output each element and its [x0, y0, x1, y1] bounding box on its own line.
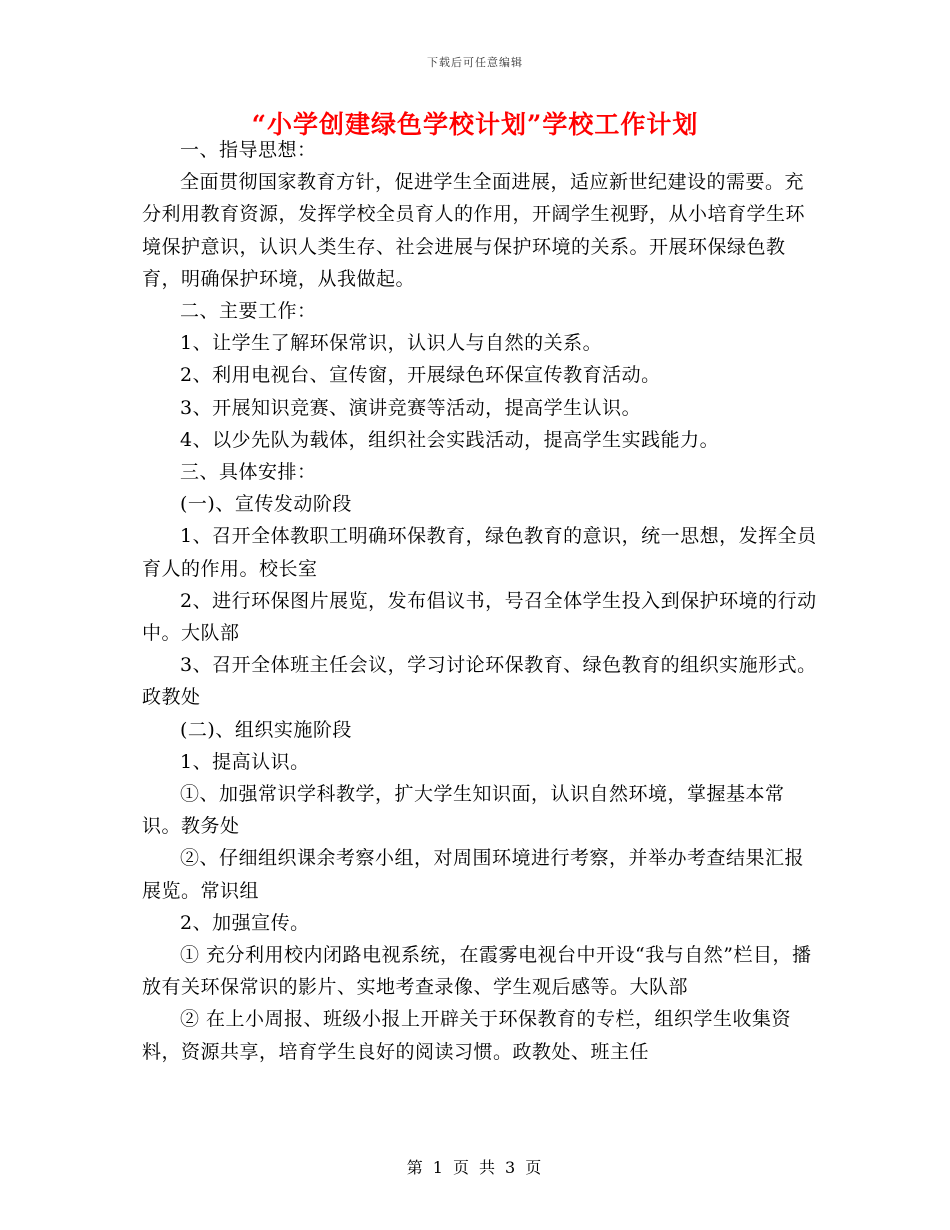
footer-total-word: 共 [479, 1158, 498, 1177]
page-footer [0, 1155, 950, 1178]
footer-total-pages: 3 [505, 1158, 518, 1177]
paragraph: 2、利用电视台、宣传窗，开展绿色环保宣传教育活动。 [180, 364, 661, 387]
paragraph: 三、具体安排： [180, 461, 317, 484]
paragraph: 2、进行环保图片展览，发布倡议书，号召全体学生投入到保护环境的行动中。大队部 [142, 589, 817, 645]
paragraph: 二、主要工作： [180, 300, 317, 323]
paragraph: ②、仔细组织课余考察小组，对周围环境进行考察，并举办考查结果汇报展览。常识组 [142, 847, 805, 902]
document-body [142, 134, 822, 1068]
paragraph: ① 充分利用校内闭路电视系统，在霞雾电视台中开设“我与自然”栏目，播放有关环保常识的影片、实地考查录像、学生观后感等。大队部 [142, 944, 812, 999]
footer-page-unit: 页 [452, 1158, 471, 1177]
document-title: “小学创建绿色学校计划”学校工作计划 [251, 110, 699, 139]
paragraph: (二)、组织实施阶段 [180, 718, 352, 741]
footer-page-word: 第 [406, 1158, 425, 1177]
paragraph: (一)、宣传发动阶段 [180, 493, 352, 516]
paragraph: 4、以少先队为载体，组织社会实践活动，提高学生实践能力。 [180, 428, 720, 451]
footer-current-page: 1 [432, 1158, 445, 1177]
footer-total-unit: 页 [525, 1158, 544, 1177]
paragraph: 3、开展知识竞赛、演讲竞赛等活动，提高学生认识。 [180, 396, 642, 419]
paragraph: 1、提高认识。 [180, 750, 310, 773]
paragraph: 1、让学生了解环保常识，认识人与自然的关系。 [180, 332, 603, 355]
paragraph: 一、指导思想： [180, 139, 317, 161]
paragraph: 2、加强宣传。 [180, 911, 310, 934]
paragraph: 3、召开全体班主任会议，学习讨论环保教育、绿色教育的组织实施形式。政教处 [142, 654, 817, 709]
header-note: 下载后可任意编辑 [427, 56, 523, 69]
paragraph: 全面贯彻国家教育方针，促进学生全面进展，适应新世纪建设的需要。充分利用教育资源，发挥学校全员育人的作用，开阔学生视野，从小培育学生环境保护意识，认识人类生存、社会进展与保护环境的关系。开展环保绿色教育，明确保护环境，从我做起。 [142, 171, 806, 290]
paragraph: 1、召开全体教职工明确环保教育，绿色教育的意识，统一思想，发挥全员育人的作用。校长室 [142, 525, 817, 580]
paragraph: ①、加强常识学科教学，扩大学生知识面，认识自然环境，掌握基本常识。教务处 [142, 783, 785, 838]
paragraph: ② 在上小周报、班级小报上开辟关于环保教育的专栏，组织学生收集资料，资源共享，培育学生良好的阅读习惯。政教处、班主任 [142, 1008, 792, 1063]
